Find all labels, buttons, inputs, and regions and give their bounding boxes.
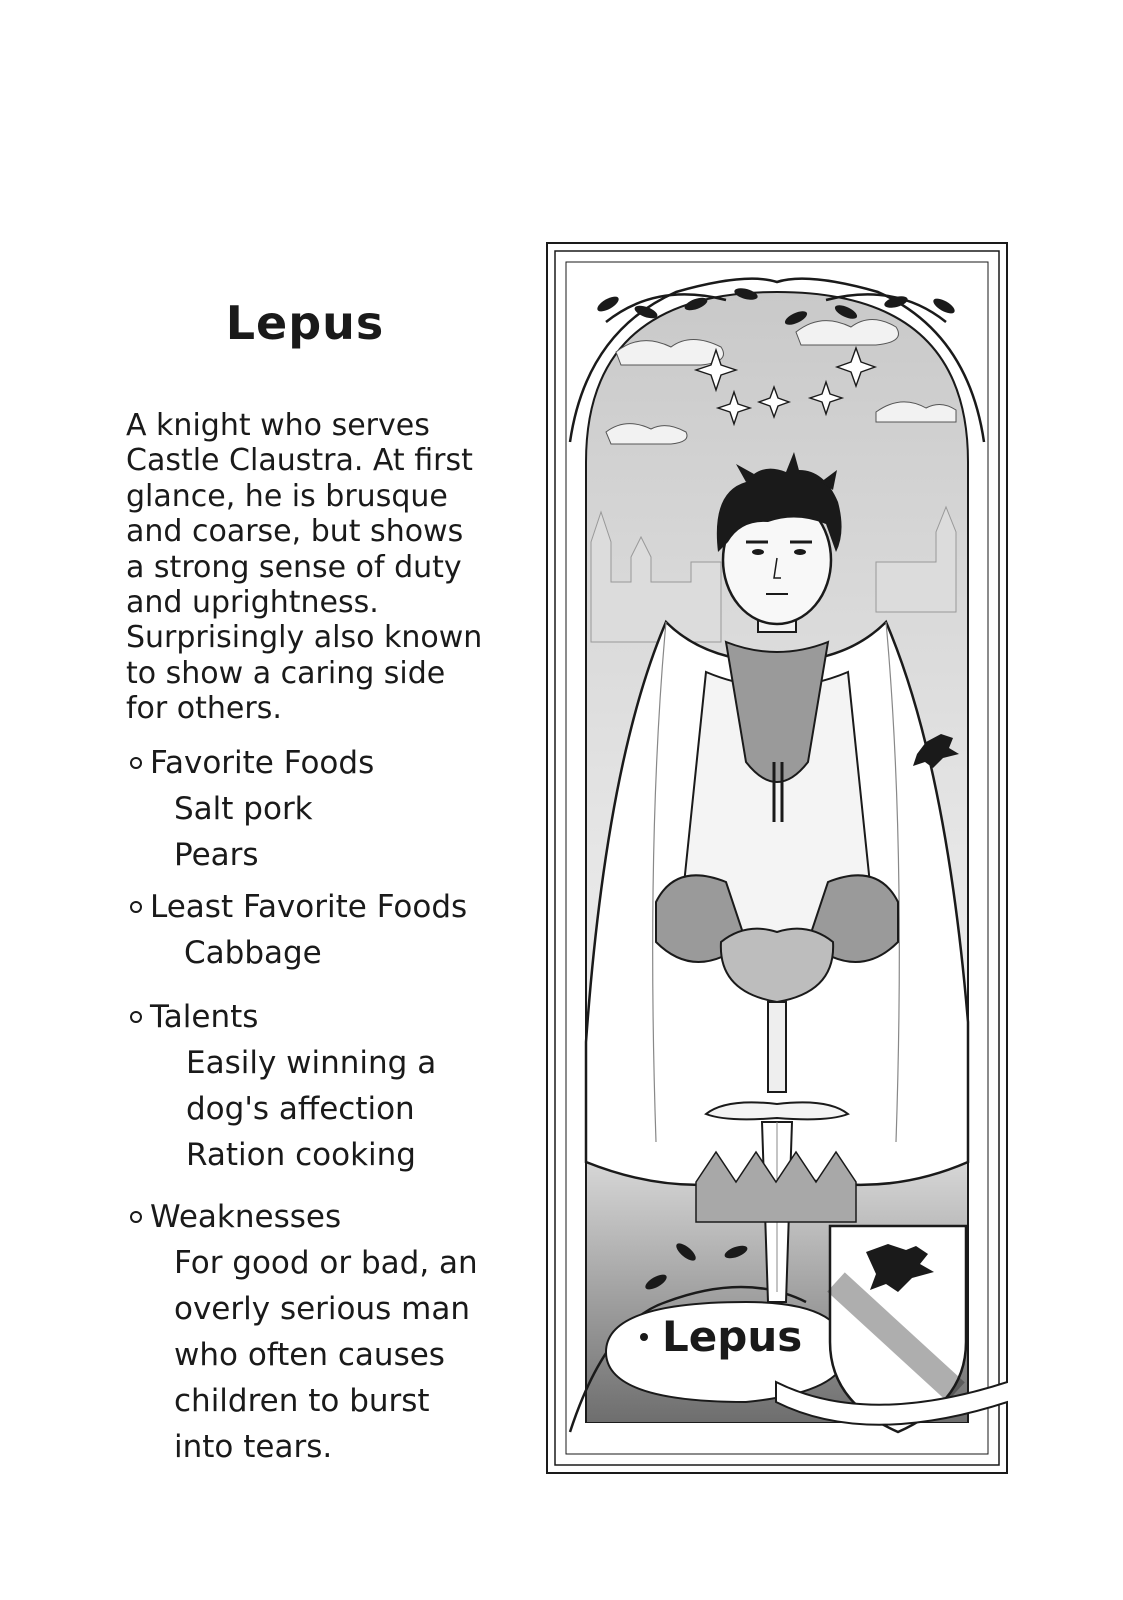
bullet-icon [130, 757, 142, 769]
illustration-name-label [640, 1312, 802, 1361]
character-description [126, 408, 526, 727]
least-favorite-foods-section [130, 884, 467, 976]
list-item: Pears [174, 837, 259, 873]
description-line: A knight who serves [126, 408, 430, 443]
description-line: glance, he is brusque [126, 478, 448, 514]
character-illustration-panel [546, 242, 1008, 1474]
name-label-text: Lepus [662, 1312, 803, 1361]
description-line: to show a caring side [126, 655, 446, 691]
list-item: Salt pork [174, 791, 313, 827]
profile-title: Lepus [225, 296, 385, 350]
description-line: Castle Claustra. At first [126, 443, 473, 479]
favorite-foods-section [130, 740, 374, 878]
description-line: for others. [126, 691, 282, 727]
section-heading: Least Favorite Foods [150, 889, 468, 925]
bullet-icon [130, 901, 142, 913]
section-heading: Weaknesses [150, 1199, 342, 1235]
section-heading: Talents [150, 999, 259, 1035]
list-item: For good or bad, an [174, 1245, 478, 1281]
bullet-icon [640, 1333, 648, 1341]
list-item: Ration cooking [186, 1137, 416, 1173]
list-item: children to burst [174, 1383, 430, 1419]
list-item: dog's affection [186, 1091, 415, 1127]
description-line: Surprisingly also known [126, 620, 483, 656]
section-heading: Favorite Foods [150, 745, 375, 781]
description-line: and coarse, but shows [126, 514, 464, 550]
talents-section [130, 994, 436, 1178]
description-line: a strong sense of duty [126, 549, 462, 585]
bullet-icon [130, 1211, 142, 1223]
list-item: overly serious man [174, 1291, 470, 1327]
list-item: Easily winning a [186, 1045, 437, 1081]
description-line: and uprightness. [126, 585, 379, 621]
list-item: Cabbage [184, 935, 322, 971]
list-item: who often causes [174, 1337, 445, 1373]
knight-illustration [546, 242, 1008, 1474]
bullet-icon [130, 1011, 142, 1023]
list-item: into tears. [174, 1429, 333, 1465]
weaknesses-section [130, 1194, 478, 1470]
